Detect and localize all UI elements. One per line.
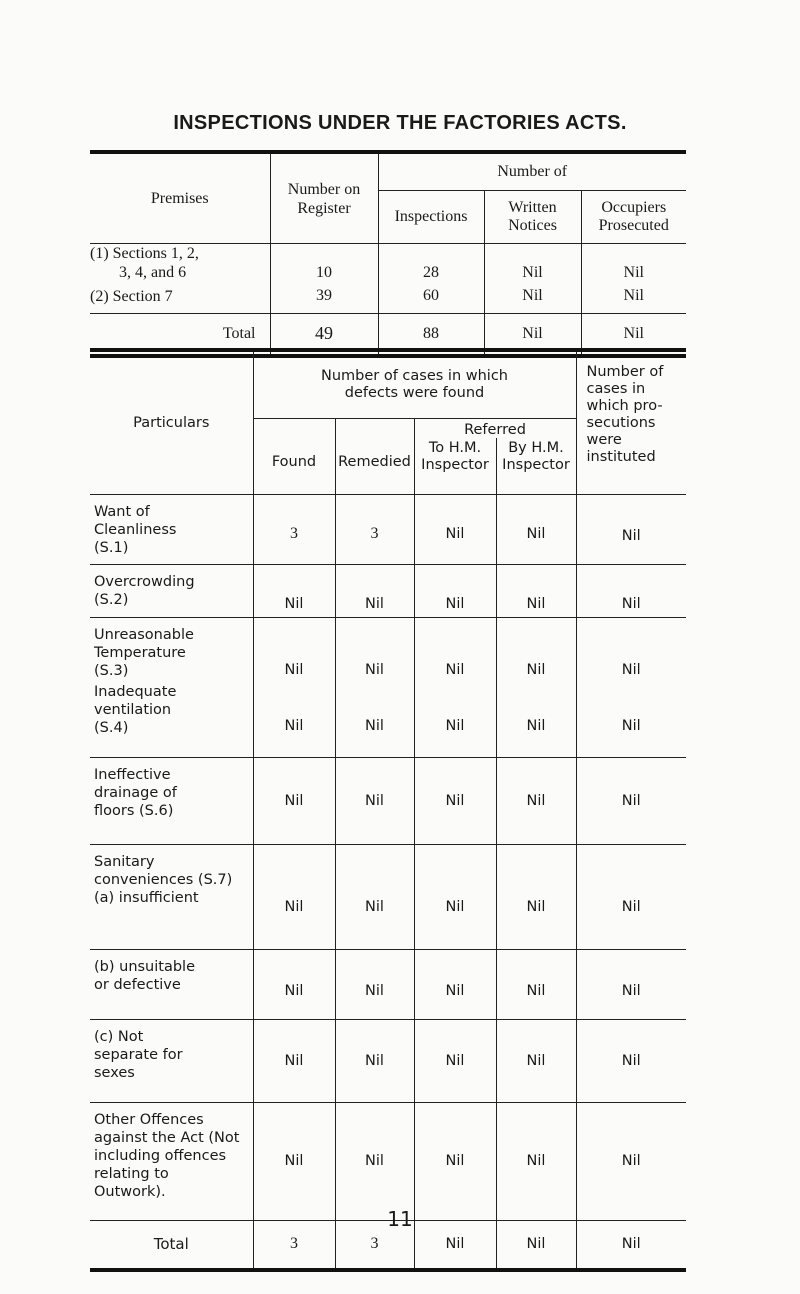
header-inspections: Inspections (378, 191, 484, 244)
inspections-value: 28 (378, 244, 484, 286)
by-hm-value: Nil (496, 494, 576, 564)
by-hm-value: Nil (496, 1019, 576, 1102)
remedied-value: Nil (335, 1102, 414, 1220)
row-label: Unreasonable Temperature (S.3) (94, 626, 194, 679)
written-notices-value: Nil (484, 285, 581, 313)
prosecutions-value: Nil (576, 844, 686, 949)
total-found: 3 (253, 1220, 335, 1270)
table-row (90, 949, 686, 1019)
header-to-hm-inspector: To H.M. Inspector (414, 438, 496, 494)
found-value: Nil (253, 1102, 335, 1220)
occupiers-prosecuted-value: Nil (581, 285, 686, 313)
row-label: (1) Sections 1, 2, (90, 245, 199, 262)
total-inspections: 88 (378, 313, 484, 356)
total-register: 49 (270, 313, 378, 356)
remedied-value: Nil (335, 757, 414, 844)
remedied-value: Nil (335, 949, 414, 1019)
remedied-value: Nil (335, 564, 414, 617)
prosecutions-value: Nil (576, 1102, 686, 1220)
found-value: Nil (253, 949, 335, 1019)
table-row (90, 244, 686, 286)
remedied-value: Nil (335, 683, 414, 757)
table-row (90, 757, 686, 844)
header-by-hm-inspector: By H.M. Inspector (496, 438, 576, 494)
to-hm-value: Nil (414, 949, 496, 1019)
prosecutions-value: Nil (576, 617, 686, 683)
header-remedied: Remedied (335, 418, 414, 494)
occupiers-prosecuted-value: Nil (581, 244, 686, 286)
header-referred: Referred (414, 418, 576, 438)
header-number-on-register: Number on Register (270, 152, 378, 244)
table-row (90, 564, 686, 617)
table-row (90, 1102, 686, 1220)
total-written-notices: Nil (484, 313, 581, 356)
to-hm-value: Nil (414, 683, 496, 757)
to-hm-value: Nil (414, 617, 496, 683)
header-occupiers-prosecuted: Occupiers Prosecuted (581, 191, 686, 244)
found-value: Nil (253, 683, 335, 757)
written-notices-value: Nil (484, 244, 581, 286)
header-number-of: Number of (378, 152, 686, 191)
remedied-value: Nil (335, 1019, 414, 1102)
inspections-value: 60 (378, 285, 484, 313)
factories-inspections-table (90, 150, 686, 358)
page-title: INSPECTIONS UNDER THE FACTORIES ACTS. (173, 112, 627, 134)
by-hm-value: Nil (496, 844, 576, 949)
remedied-value: 3 (335, 494, 414, 564)
row-label: Sanitary conveniences (S.7) (a) insufficient (90, 844, 253, 949)
total-remedied: 3 (335, 1220, 414, 1270)
header-found: Found (253, 418, 335, 494)
prosecutions-value: Nil (576, 564, 686, 617)
register-value: 39 (270, 285, 378, 313)
header-cases-found: Number of cases in which defects were found (253, 350, 576, 418)
by-hm-value: Nil (496, 564, 576, 617)
row-label-continued: 3, 4, and 6 (119, 264, 187, 281)
total-label: Total (222, 324, 256, 342)
row-label: (2) Section 7 (90, 285, 270, 313)
total-to-hm: Nil (414, 1220, 496, 1270)
found-value: Nil (253, 844, 335, 949)
prosecutions-value: Nil (576, 949, 686, 1019)
to-hm-value: Nil (414, 1102, 496, 1220)
table-row (90, 494, 686, 564)
prosecutions-value: Nil (576, 757, 686, 844)
to-hm-value: Nil (414, 844, 496, 949)
header-prosecutions: Number of cases in which pro- secutions were instituted (576, 350, 686, 494)
row-label: Overcrowding (S.2) (90, 564, 253, 617)
row-label: (b) unsuitable or defective (90, 949, 253, 1019)
header-written-notices: Written Notices (484, 191, 581, 244)
found-value: Nil (253, 757, 335, 844)
found-value: Nil (253, 617, 335, 683)
row-label: Inadequate ventilation (S.4) (90, 683, 253, 757)
found-value: 3 (253, 494, 335, 564)
table-row (90, 683, 686, 757)
prosecutions-value: Nil (576, 1019, 686, 1102)
by-hm-value: Nil (496, 949, 576, 1019)
total-occupiers-prosecuted: Nil (581, 313, 686, 356)
page-number: 11 (387, 1207, 413, 1231)
table-row (90, 617, 686, 683)
by-hm-value: Nil (496, 617, 576, 683)
row-label: Want of Cleanliness (S.1) (90, 494, 253, 564)
remedied-value: Nil (335, 844, 414, 949)
found-value: Nil (253, 1019, 335, 1102)
row-label: Ineffective drainage of floors (S.6) (90, 757, 253, 844)
to-hm-value: Nil (414, 1019, 496, 1102)
by-hm-value: Nil (496, 683, 576, 757)
by-hm-value: Nil (496, 757, 576, 844)
table-row (90, 844, 686, 949)
by-hm-value: Nil (496, 1102, 576, 1220)
total-prosecutions: Nil (576, 1220, 686, 1270)
defects-table (90, 348, 686, 1272)
remedied-value: Nil (335, 617, 414, 683)
prosecutions-value: Nil (576, 683, 686, 757)
found-value: Nil (253, 564, 335, 617)
prosecutions-value: Nil (576, 494, 686, 564)
row-label: Other Offences against the Act (Not including offences relating to Outwork). (90, 1102, 253, 1220)
header-premises: Premises (90, 152, 270, 244)
table-row (90, 285, 686, 313)
total-by-hm: Nil (496, 1220, 576, 1270)
header-particulars: Particulars (90, 350, 253, 494)
total-label: Total (153, 1235, 189, 1254)
row-label: (c) Not separate for sexes (90, 1019, 253, 1102)
to-hm-value: Nil (414, 757, 496, 844)
table-row (90, 1019, 686, 1102)
to-hm-value: Nil (414, 494, 496, 564)
to-hm-value: Nil (414, 564, 496, 617)
register-value: 10 (270, 244, 378, 286)
